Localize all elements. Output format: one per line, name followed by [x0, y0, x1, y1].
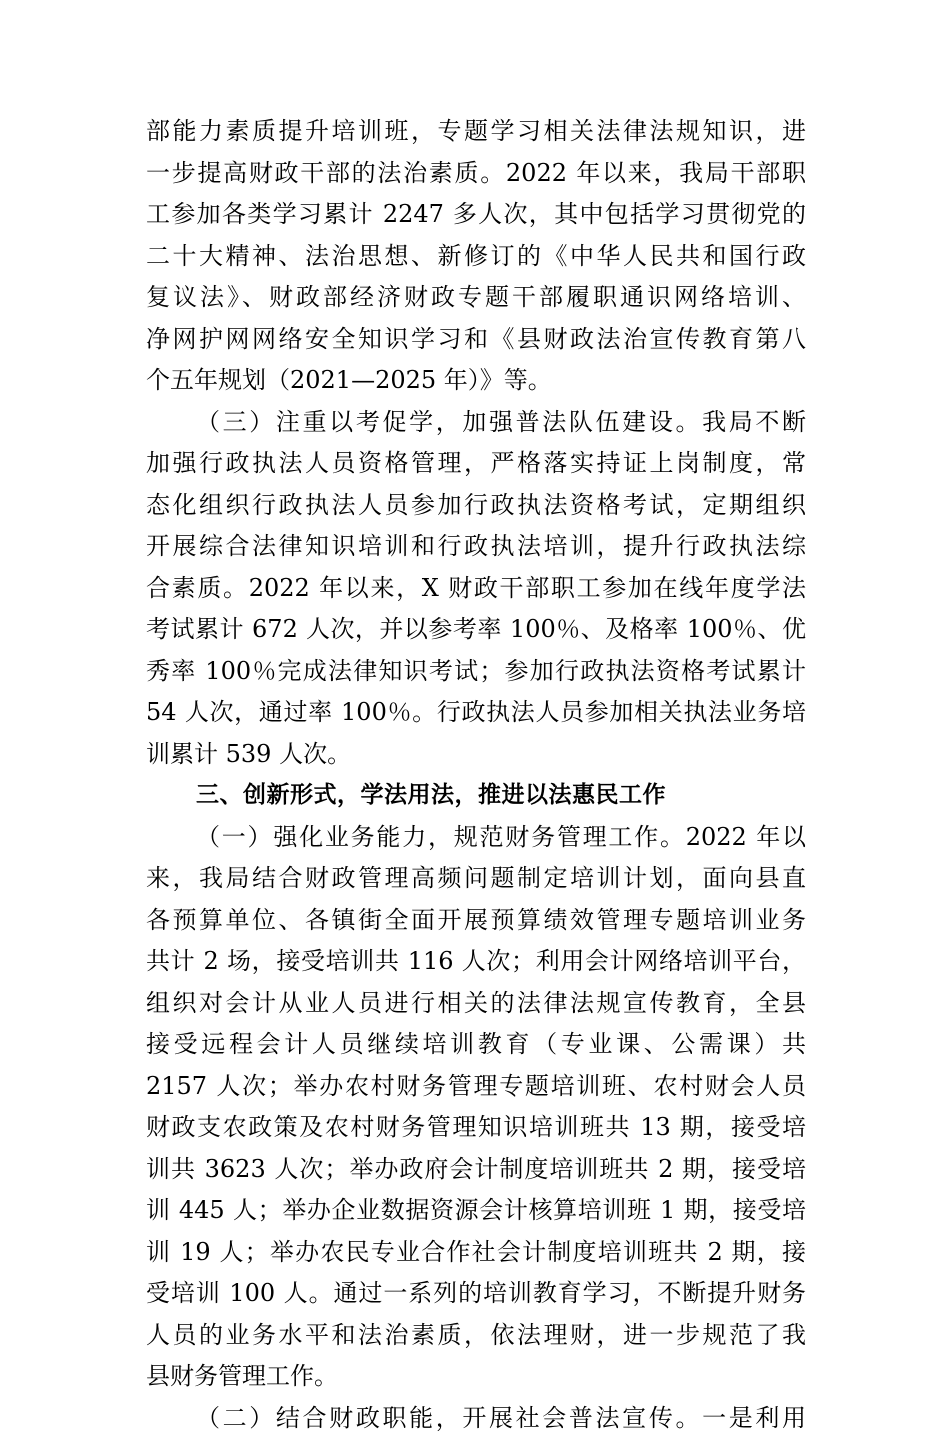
text-line: 受培训 100 人。通过一系列的培训教育学习，不断提升财务	[146, 1273, 806, 1315]
text-line: 训累计 539 人次。	[146, 734, 806, 776]
text-line: 态化组织行政执法人员参加行政执法资格考试，定期组织	[146, 485, 806, 527]
text-line: （二）结合财政职能，开展社会普法宣传。一是利用	[146, 1398, 806, 1439]
heading-text: 三、创新形式，学法用法，推进以法惠民工作	[146, 775, 806, 817]
text-line: 一步提高财政干部的法治素质。2022 年以来，我局干部职	[146, 153, 806, 195]
text-line: 各预算单位、各镇街全面开展预算绩效管理专题培训业务	[146, 900, 806, 942]
section-heading	[146, 775, 806, 817]
text-line: 部能力素质提升培训班，专题学习相关法律法规知识，进	[146, 111, 806, 153]
text-line: 秀率 100％完成法律知识考试；参加行政执法资格考试累计	[146, 651, 806, 693]
paragraph-4	[146, 1398, 806, 1439]
paragraph-3	[146, 817, 806, 1398]
text-line: 工参加各类学习累计 2247 多人次，其中包括学习贯彻党的	[146, 194, 806, 236]
text-line: 共计 2 场，接受培训共 116 人次；利用会计网络培训平台，	[146, 941, 806, 983]
text-line: 2157 人次；举办农村财务管理专题培训班、农村财会人员	[146, 1066, 806, 1108]
text-line: 开展综合法律知识培训和行政执法培训，提升行政执法综	[146, 526, 806, 568]
text-line: 接受远程会计人员继续培训教育（专业课、公需课）共	[146, 1024, 806, 1066]
text-line: （三）注重以考促学，加强普法队伍建设。我局不断	[146, 402, 806, 444]
text-line: 合素质。2022 年以来，X 财政干部职工参加在线年度学法	[146, 568, 806, 610]
text-line: 加强行政执法人员资格管理，严格落实持证上岗制度，常	[146, 443, 806, 485]
text-line: 人员的业务水平和法治素质，依法理财，进一步规范了我	[146, 1315, 806, 1357]
text-line: 训 445 人；举办企业数据资源会计核算培训班 1 期，接受培	[146, 1190, 806, 1232]
text-line: 个五年规划（2021—2025 年）》等。	[146, 360, 806, 402]
text-line: 训 19 人；举办农民专业合作社会计制度培训班共 2 期，接	[146, 1232, 806, 1274]
text-line: 训共 3623 人次；举办政府会计制度培训班共 2 期，接受培	[146, 1149, 806, 1191]
text-line: 来，我局结合财政管理高频问题制定培训计划，面向县直	[146, 858, 806, 900]
text-line: 财政支农政策及农村财务管理知识培训班共 13 期，接受培	[146, 1107, 806, 1149]
text-line: 净网护网网络安全知识学习和《县财政法治宣传教育第八	[146, 319, 806, 361]
document-page	[146, 111, 806, 1439]
text-line: 54 人次，通过率 100％。行政执法人员参加相关执法业务培	[146, 692, 806, 734]
text-line: 县财务管理工作。	[146, 1356, 806, 1398]
text-line: 组织对会计从业人员进行相关的法律法规宣传教育，全县	[146, 983, 806, 1025]
text-line: 考试累计 672 人次，并以参考率 100％、及格率 100％、优	[146, 609, 806, 651]
text-line: 复议法》、财政部经济财政专题干部履职通识网络培训、	[146, 277, 806, 319]
text-line: （一）强化业务能力，规范财务管理工作。2022 年以	[146, 817, 806, 859]
paragraph-1	[146, 111, 806, 402]
paragraph-2	[146, 402, 806, 776]
text-line: 二十大精神、法治思想、新修订的《中华人民共和国行政	[146, 236, 806, 278]
